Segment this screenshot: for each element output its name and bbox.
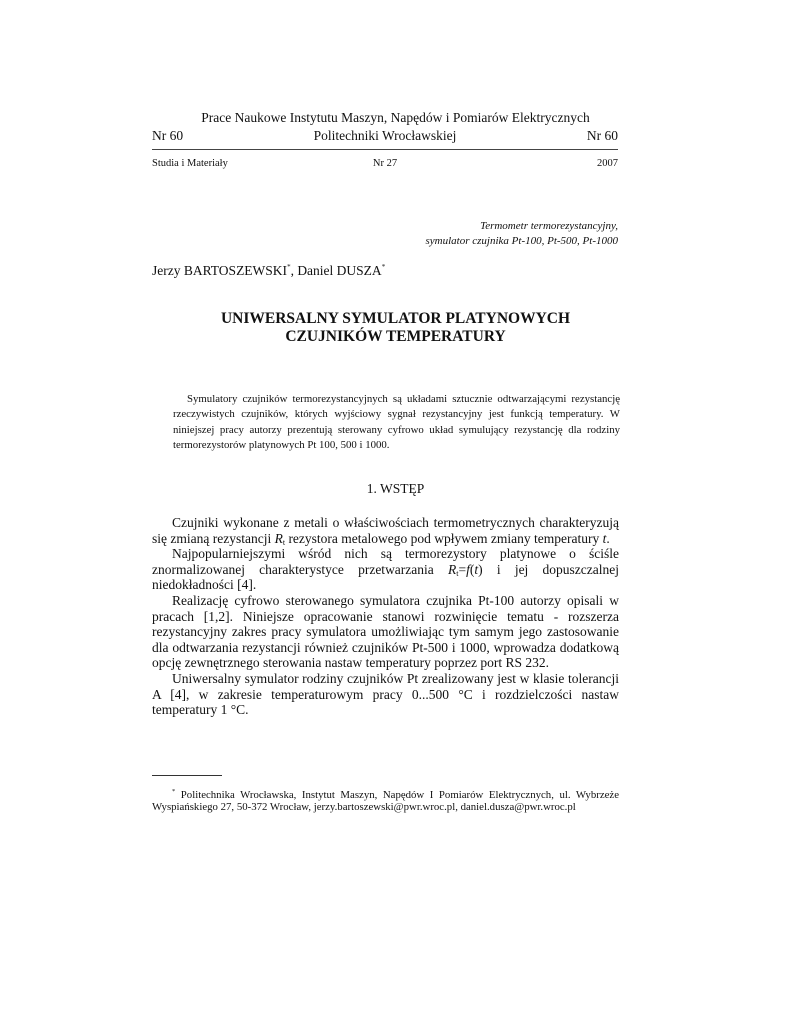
body-line: dla odtwarzania rezystancji również czujników Pt-500 i 1000, wprowadza dodatkową xyxy=(152,639,619,655)
body-line: temperatury 1 °C. xyxy=(152,702,249,718)
body-line: Najpopularniejszymi wśród nich są termorezystory platynowe o ściśle xyxy=(172,546,619,562)
journal-header-row xyxy=(152,128,618,146)
keywords-line2: symulator czujnika Pt-100, Pt-500, Pt-1000 xyxy=(425,235,618,247)
author-2: Daniel DUSZA xyxy=(297,263,382,278)
body-line: Uniwersalny symulator rodziny czujników Pt zrealizowany jest w klasie tolerancji xyxy=(172,670,619,686)
symbol-t: t xyxy=(474,561,479,577)
footnote-line: Wyspiańskiego 27, 50-372 Wrocław, jerzy.bartoszewski@pwr.wroc.pl, daniel.dusza@pwr.wroc.pl xyxy=(152,800,576,813)
publication-year: 2007 xyxy=(597,158,618,169)
issue-number-right: Nr 60 xyxy=(586,128,618,143)
journal-title-line1: Prace Naukowe Instytutu Maszyn, Napędów i Pomiarów Elektrycznych xyxy=(201,110,590,125)
body-line: się zmianą rezystancji $R_t$ rezystora metalowego pod wpływem zmiany temperatury t. xyxy=(152,530,610,547)
abstract-line: rzeczywistych czujników, których wyjściowy sygnał rezystancyjny jest funkcją temperatury. W xyxy=(173,408,620,421)
abstract-line: niniejszej pracy autorzy prezentują sterowany cyfrowo układ symulujący rezystancję dla rodziny xyxy=(173,423,620,436)
symbol-R: R xyxy=(274,530,283,546)
abstract-line: termorezystorów platynowych Pt 100, 500 i 1000. xyxy=(173,438,390,451)
paper-title xyxy=(0,310,791,346)
title-line1: UNIWERSALNY SYMULATOR PLATYNOWYCH xyxy=(220,310,571,327)
body-line: znormalizowanej charakterystyce przetwarzania $R_t=f(t)$ i jej dopuszczalnej xyxy=(152,561,619,578)
body-line: Czujniki wykonane z metali o właściwościach termometrycznych charakteryzują xyxy=(172,515,619,530)
authors xyxy=(152,263,385,279)
symbol-f: f xyxy=(466,561,470,577)
body-line: niedokładności [4]. xyxy=(152,577,257,593)
body-line: pracach [1,2]. Niniejsze opracowanie stanowi rozwinięcie tematu - rozszerza xyxy=(152,608,619,624)
footnote-mark: * xyxy=(172,788,176,795)
author-separator: , xyxy=(290,263,298,278)
series-number: Nr 27 xyxy=(372,158,398,169)
subscript-t: t xyxy=(282,537,286,547)
abstract xyxy=(173,392,620,453)
body-text xyxy=(152,515,619,718)
author-1: Jerzy BARTOSZEWSKI xyxy=(152,263,288,278)
keywords xyxy=(426,219,618,249)
footnote-line: * Politechnika Wrocławska, Instytut Maszyn, Napędów I Pomiarów Elektrycznych, ul. Wybrzeże xyxy=(172,788,619,801)
abstract-line: Symulatory czujników termorezystancyjnych są układami sztucznie odtwarzającymi rezystancję xyxy=(187,393,620,405)
footnote-divider xyxy=(152,775,222,776)
journal-title-line2: Politechniki Wrocławskiej xyxy=(313,128,457,143)
series-row xyxy=(152,158,618,172)
issue-number-left: Nr 60 xyxy=(152,128,184,143)
body-line: Realizację cyfrowo sterowanego symulatora czujnika Pt-100 autorzy opisali w xyxy=(172,592,619,608)
author-1-footnote-mark: * xyxy=(287,263,291,271)
series-name: Studia i Materiały xyxy=(152,158,228,169)
keywords-line1: Termometr termorezystancyjny, xyxy=(480,220,618,232)
title-line2: CZUJNIKÓW TEMPERATURY xyxy=(285,328,506,345)
symbol-R: R xyxy=(448,561,457,577)
header-divider xyxy=(152,149,618,150)
footnote xyxy=(152,785,619,814)
symbol-t: t xyxy=(602,530,607,546)
body-line: A [4], w zakresie temperaturowym pracy 0...500 °C i rozdzielczości nastaw xyxy=(152,686,619,702)
section-heading: 1. WSTĘP xyxy=(366,481,425,496)
body-line: rezystancyjny zakres pracy symulatora umożliwiając tym samym jego zastosowanie xyxy=(152,624,619,640)
author-2-footnote-mark: * xyxy=(381,263,386,271)
body-line: opcję zewnętrznego sterowania nastaw temperatury poprzez port RS 232. xyxy=(152,655,549,671)
subscript-t: t xyxy=(456,568,459,578)
